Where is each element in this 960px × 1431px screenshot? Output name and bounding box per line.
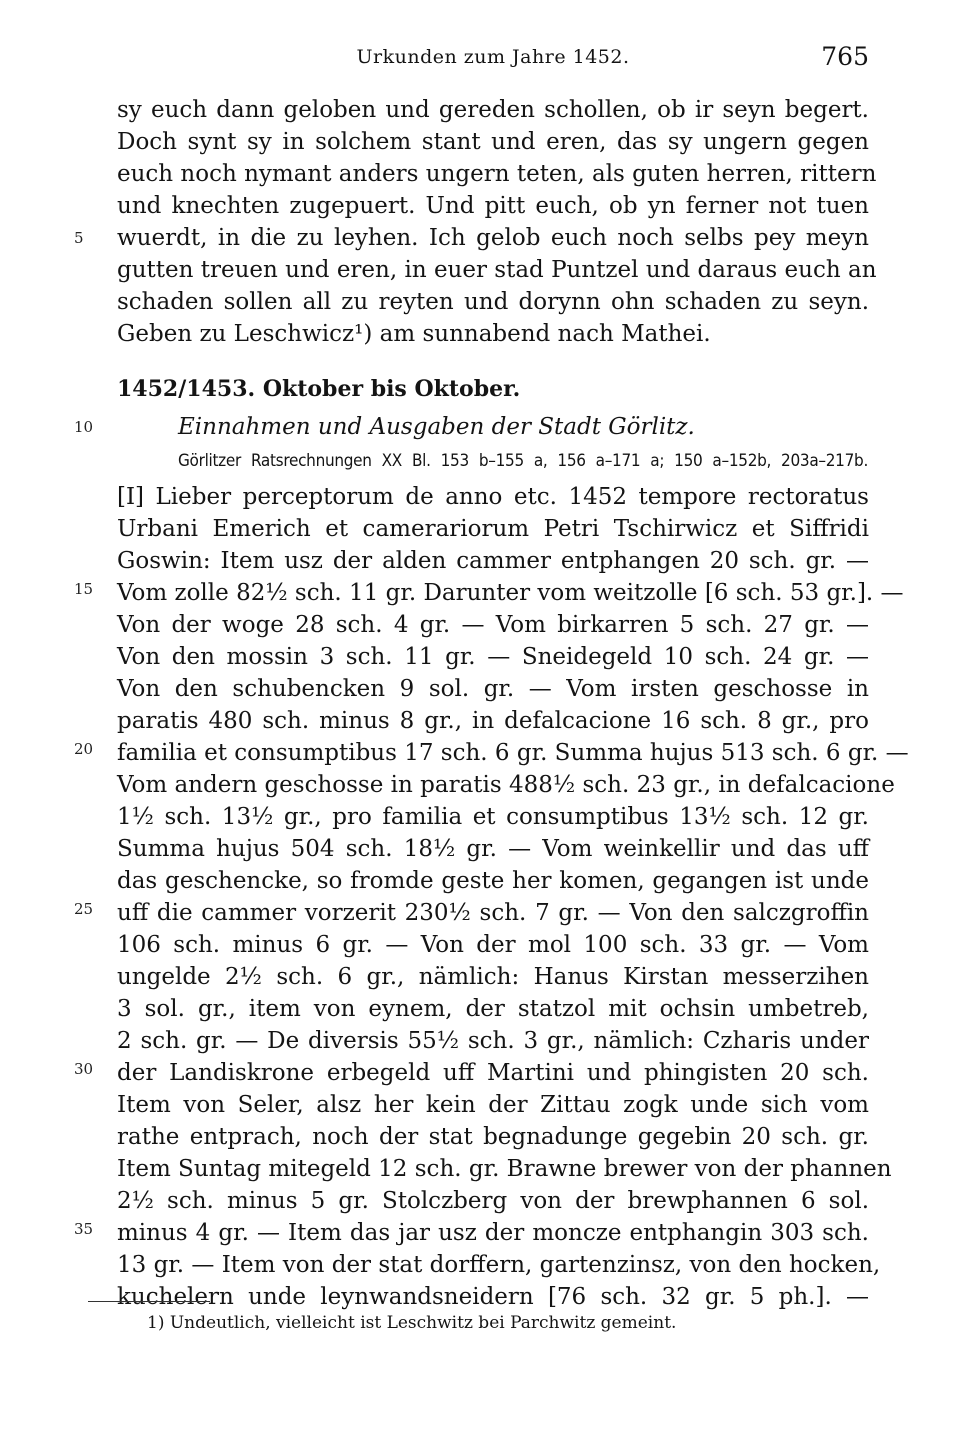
text-line: der Landiskrone erbegeld uff Martini und phingisten 20 sch.: [117, 1060, 869, 1086]
text-line: 1½ sch. 13½ gr., pro familia et consumptibus 13½ sch. 12 gr.: [117, 804, 869, 830]
text-line: Doch synt sy in solchem stant und eren, das sy ungern gegen: [117, 129, 869, 155]
text-line: und knechten zugepuert. Und pitt euch, ob yn ferner not tuen: [117, 193, 869, 219]
running-title: Urkunden zum Jahre 1452.: [356, 46, 630, 68]
line-number: 30: [74, 1060, 94, 1078]
footnote-marker: 1): [147, 1313, 165, 1333]
text-line: Summa hujus 504 sch. 18½ gr. — Vom weinkellir und das uff: [117, 836, 869, 862]
text-line: 106 sch. minus 6 gr. — Von der mol 100 sch. 33 gr. — Vom: [117, 932, 869, 958]
text-line: wuerdt, in die zu leyhen. Ich gelob euch noch selbs pey meyn: [117, 225, 869, 251]
text-line: minus 4 gr. — Item das jar usz der moncze entphangin 303 sch.: [117, 1220, 869, 1246]
page-header: [117, 42, 869, 78]
text-line: 2 sch. gr. — De diversis 55½ sch. 3 gr., nämlich: Czharis under: [117, 1028, 869, 1054]
text-line: Urbani Emerich et camerariorum Petri Tschirwicz et Siffridi: [117, 516, 869, 542]
text-line: ungelde 2½ sch. 6 gr., nämlich: Hanus Kirstan messerzihen: [117, 964, 869, 990]
text-line: euch noch nymant anders ungern teten, als guten herren, rittern: [117, 161, 877, 187]
text-line: gutten treuen und eren, in euer stad Puntzel und daraus euch an: [117, 257, 877, 283]
line-number: 20: [74, 740, 94, 758]
text-line: Von den schubencken 9 sol. gr. — Vom irsten geschosse in: [117, 676, 869, 702]
text-line: [I] Lieber perceptorum de anno etc. 1452 tempore rectoratus: [117, 484, 869, 510]
line-number: 10: [74, 418, 94, 436]
text-line: 3 sol. gr., item von eynem, der statzol mit ochsin umbetreb,: [117, 996, 869, 1022]
text-line: kuchelern unde leynwandsneidern [76 sch. 32 gr. 5 ph.]. —: [117, 1284, 869, 1310]
footnote-text: Undeutlich, vielleicht ist Leschwitz bei Parchwitz gemeint.: [169, 1313, 677, 1333]
text-line: rathe entprach, noch der stat begnadunge gegebin 20 sch. gr.: [117, 1124, 869, 1150]
text-line: Vom andern geschosse in paratis 488½ sch. 23 gr., in defalcacione: [117, 772, 895, 798]
text-line: paratis 480 sch. minus 8 gr., in defalcacione 16 sch. 8 gr., pro: [117, 708, 869, 734]
text-line: uff die cammer vorzerit 230½ sch. 7 gr. — Von den salczgroffin: [117, 900, 869, 926]
text-line: das geschencke, so fromde geste her komen, gegangen ist unde: [117, 868, 869, 894]
source-reference: Görlitzer Ratsrechnungen XX Bl. 153 b–155 a, 156 a–171 a; 150 a–152b, 203a–217b.: [178, 451, 868, 471]
text-line: 13 gr. — Item von der stat dorffern, gartenzinsz, von den hocken,: [117, 1252, 881, 1278]
text-line: sy euch dann geloben und gereden schollen, ob ir seyn begert.: [117, 97, 869, 123]
text-line: 2½ sch. minus 5 gr. Stolczberg von der brewphannen 6 sol.: [117, 1188, 869, 1214]
entry-date-heading: 1452/1453. Oktober bis Oktober.: [117, 376, 521, 402]
text-line: Vom zolle 82½ sch. 11 gr. Darunter vom weitzolle [6 sch. 53 gr.]. —: [117, 580, 904, 606]
page-number: 765: [821, 42, 869, 71]
entry-title: Einnahmen und Ausgaben der Stadt Görlitz.: [178, 414, 695, 440]
footnote: [147, 1309, 676, 1337]
text-line: schaden sollen all zu reyten und dorynn ohn schaden zu seyn.: [117, 289, 869, 315]
text-line: Item Suntag mitegeld 12 sch. gr. Brawne brewer von der phannen: [117, 1156, 892, 1182]
text-line: familia et consumptibus 17 sch. 6 gr. Summa hujus 513 sch. 6 gr. —: [117, 740, 909, 766]
text-line: Goswin: Item usz der alden cammer entphangen 20 sch. gr. —: [117, 548, 869, 574]
text-line: Item von Seler, alsz her kein der Zittau zogk unde sich vom: [117, 1092, 869, 1118]
line-number: 15: [74, 580, 94, 598]
text-line: Geben zu Leschwicz¹) am sunnabend nach Mathei.: [117, 321, 711, 347]
footnote-rule: [88, 1301, 210, 1302]
line-number: 35: [74, 1220, 94, 1238]
text-line: Von den mossin 3 sch. 11 gr. — Sneidegeld 10 sch. 24 gr. —: [117, 644, 869, 670]
text-line: Von der woge 28 sch. 4 gr. — Vom birkarren 5 sch. 27 gr. —: [117, 612, 869, 638]
line-number: 5: [74, 229, 84, 247]
line-number: 25: [74, 900, 94, 918]
